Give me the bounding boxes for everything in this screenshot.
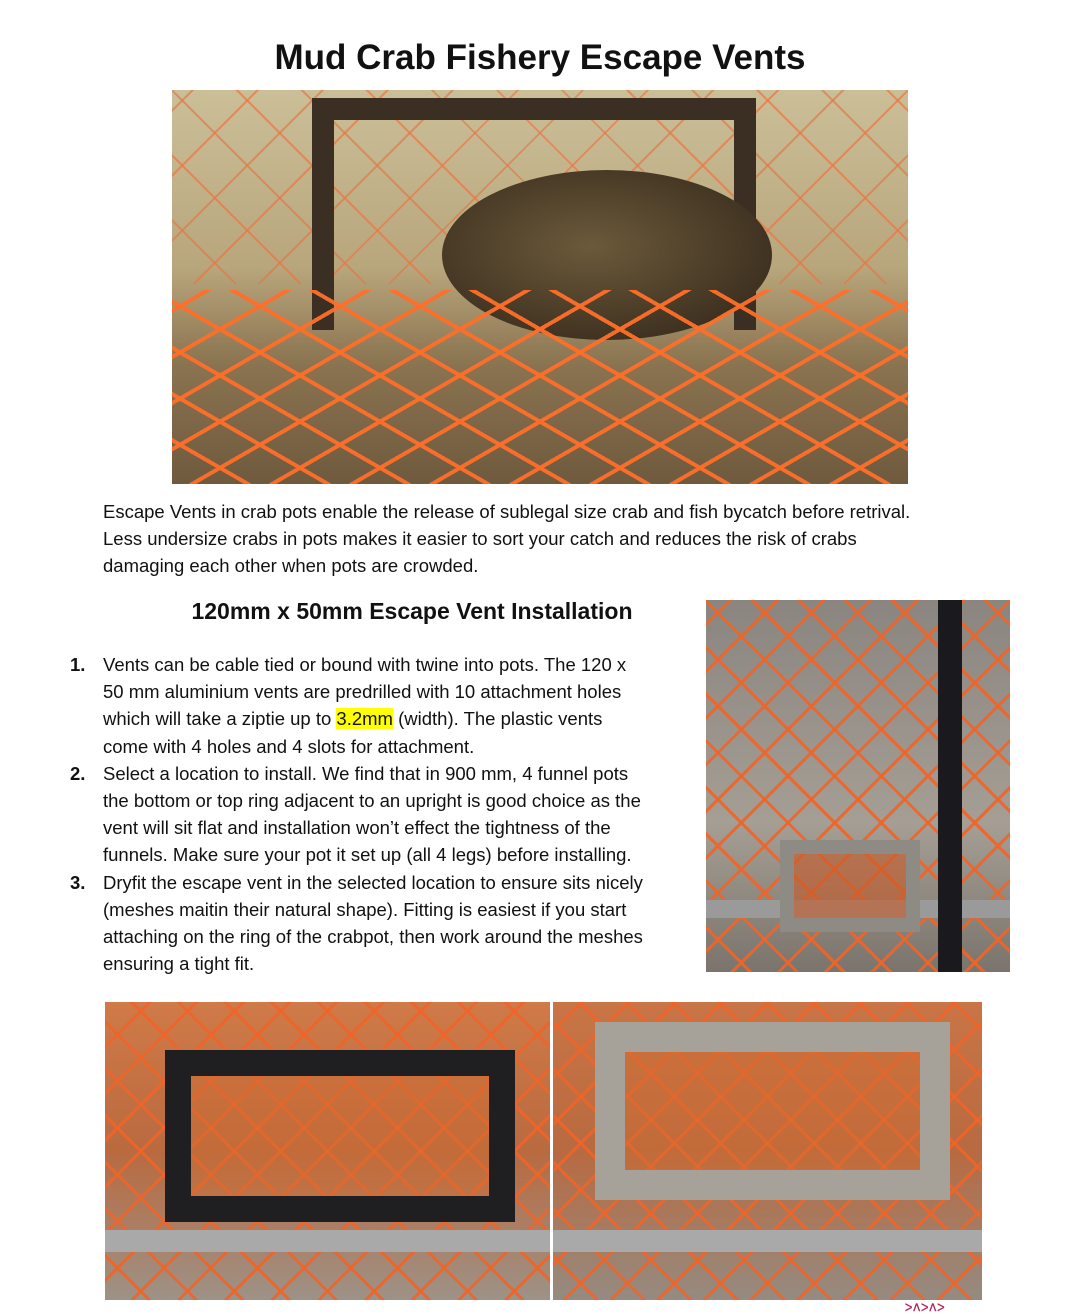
step-1 bbox=[70, 651, 643, 760]
step-text: (width). The plastic vents bbox=[392, 708, 603, 730]
intro-line: damaging each other when pots are crowded. bbox=[103, 555, 479, 576]
step-line: attaching on the ring of the crabpot, then work around the meshes bbox=[103, 926, 643, 948]
step-2 bbox=[70, 760, 643, 869]
plastic-vent-photo bbox=[105, 1002, 550, 1300]
step-line: come with 4 holes and 4 slots for attachment. bbox=[103, 735, 475, 757]
step-line: Select a location to install. We find that in 900 mm, 4 funnel pots bbox=[103, 762, 629, 784]
highlighted-text: 3.2mm bbox=[336, 708, 393, 730]
step-line: funnels. Make sure your pot it set up (all 4 legs) before installing. bbox=[103, 844, 632, 866]
installed-vent-photo bbox=[706, 600, 1010, 972]
step-line: 50 mm aluminium vents are predrilled with 10 attachment holes bbox=[103, 681, 622, 703]
aluminium-vent-photo bbox=[553, 1002, 982, 1300]
installation-steps bbox=[70, 651, 643, 977]
intro-line: Less undersize crabs in pots makes it easier to sort your catch and reduces the risk of crabs bbox=[103, 528, 857, 549]
step-number: 2. bbox=[70, 762, 86, 784]
section-heading: 120mm x 50mm Escape Vent Installation bbox=[191, 598, 633, 624]
step-line: Dryfit the escape vent in the selected location to ensure sits nicely bbox=[103, 871, 643, 893]
step-3 bbox=[70, 869, 643, 978]
step-line bbox=[103, 705, 643, 732]
intro-paragraph bbox=[103, 498, 910, 579]
step-line: Vents can be cable tied or bound with twine into pots. The 120 x bbox=[103, 654, 627, 675]
logo: ᐳᐱᐳᐱᐳ bbox=[905, 1303, 946, 1314]
step-line: vent will sit flat and installation won’t effect the tightness of the bbox=[103, 817, 611, 839]
step-number: 1. bbox=[70, 654, 86, 675]
page-title: Mud Crab Fishery Escape Vents bbox=[274, 38, 806, 77]
step-line: the bottom or top ring adjacent to an upright is good choice as the bbox=[103, 790, 641, 812]
step-line: (meshes maitin their natural shape). Fitting is easiest if you start bbox=[103, 898, 627, 920]
step-line: ensuring a tight fit. bbox=[103, 953, 255, 975]
step-text: which will take a ziptie up to bbox=[103, 708, 337, 730]
step-number: 3. bbox=[70, 871, 86, 893]
intro-line: Escape Vents in crab pots enable the release of sublegal size crab and fish bycatch before retrival. bbox=[103, 501, 911, 522]
crab-in-pot-photo bbox=[172, 90, 908, 484]
